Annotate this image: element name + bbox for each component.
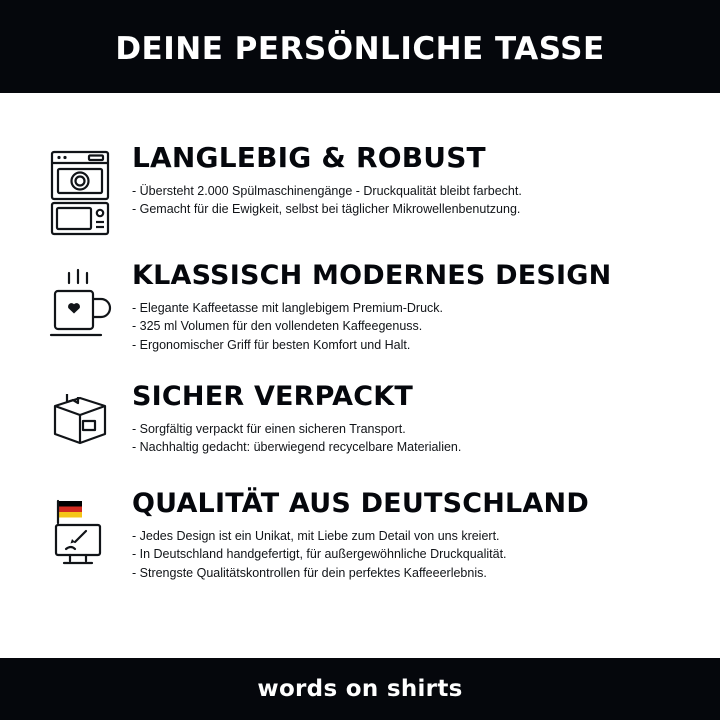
feature-line: - Elegante Kaffeetasse mit langlebigem Premium-Druck. — [132, 300, 444, 315]
brand-logo: words on shirts — [257, 676, 463, 702]
features-list — [0, 93, 720, 658]
feature-line: - Sorgfältig verpackt für einen sicheren Transport. — [132, 421, 406, 436]
package-box-icon — [34, 382, 126, 452]
feature-lines — [132, 299, 686, 355]
feature-title: SICHER VERPACKT — [132, 381, 414, 413]
feature-text — [126, 261, 686, 354]
footer-bar — [0, 658, 720, 720]
feature-line: - Ergonomischer Griff für besten Komfort und Halt. — [132, 337, 411, 352]
feature-text — [126, 143, 686, 219]
feature-line: - Jedes Design ist ein Unikat, mit Liebe zum Detail von uns kreiert. — [132, 528, 500, 543]
feature-lines — [132, 182, 686, 219]
feature-item — [34, 489, 686, 582]
feature-text — [126, 382, 686, 457]
feature-line: - In Deutschland handgefertigt, für außergewöhnliche Druckqualität. — [132, 547, 507, 562]
dishwasher-microwave-icon — [34, 143, 126, 237]
feature-lines — [132, 527, 686, 583]
coffee-mug-icon — [34, 261, 126, 347]
feature-line: - Nachhaltig gedacht: überwiegend recycelbare Materialien. — [132, 440, 462, 455]
feature-lines — [132, 420, 686, 457]
feature-title: LANGLEBIG & ROBUST — [132, 141, 486, 174]
feature-line: - 325 ml Volumen für den vollendeten Kaffeegenuss. — [132, 319, 423, 334]
feature-title: KLASSISCH MODERNES DESIGN — [132, 260, 612, 291]
feature-line: - Übersteht 2.000 Spülmaschinengänge - Druckqualität bleibt farbecht. — [132, 183, 522, 198]
header-bar — [0, 0, 720, 93]
german-flag-monitor-icon — [34, 489, 126, 571]
page-title: DEINE PERSÖNLICHE TASSE — [115, 30, 605, 67]
feature-title: QUALITÄT AUS DEUTSCHLAND — [132, 487, 589, 519]
feature-item — [34, 382, 686, 457]
feature-text — [126, 489, 686, 582]
feature-line: - Gemacht für die Ewigkeit, selbst bei täglicher Mikrowellenbenutzung. — [132, 202, 521, 217]
feature-item — [34, 261, 686, 354]
feature-item — [34, 143, 686, 237]
feature-line: - Strengste Qualitätskontrollen für dein perfektes Kaffeeerlebnis. — [132, 565, 487, 580]
